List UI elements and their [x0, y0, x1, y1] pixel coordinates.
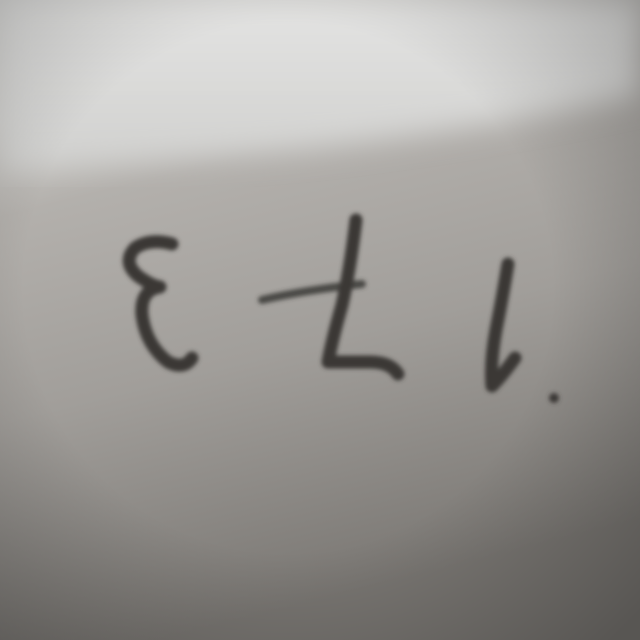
stroke-period: [549, 393, 559, 403]
